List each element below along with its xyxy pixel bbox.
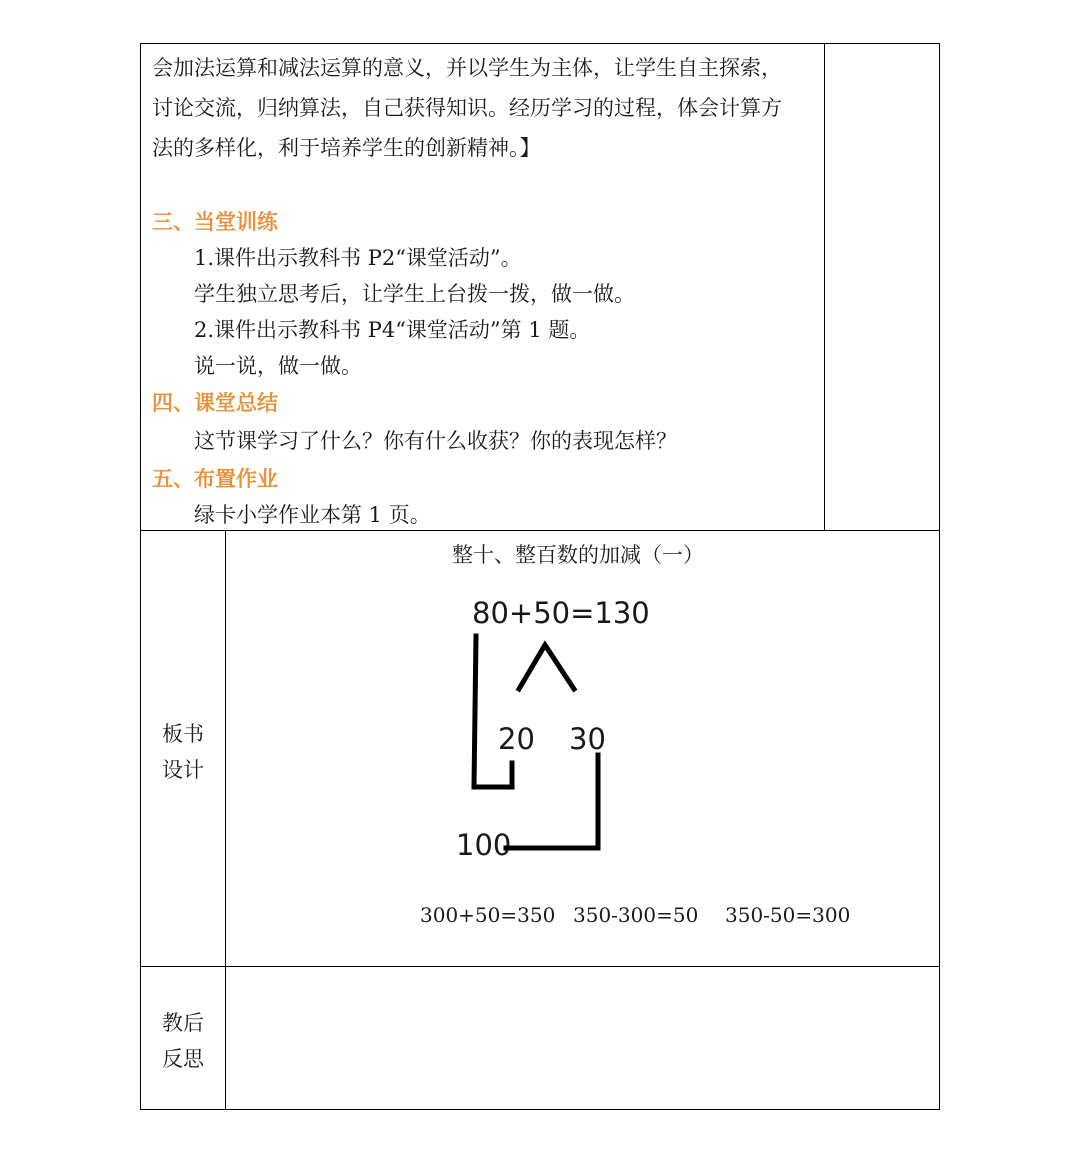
table-border-right	[939, 43, 940, 1110]
board-equation: 300+50=350	[420, 903, 556, 927]
right-connector	[506, 755, 598, 848]
practice-line: 学生独立思考后，让学生上台拨一拨，做一做。	[194, 282, 635, 306]
practice-line: 1.课件出示教科书 P2“课堂活动”。	[194, 246, 522, 270]
reflection-label	[141, 1005, 225, 1077]
table-border-bottom	[140, 1109, 940, 1110]
homework-line: 绿卡小学作业本第 1 页。	[194, 503, 431, 527]
board-equation: 350-50=300	[725, 903, 851, 927]
section-heading-summary: 四、课堂总结	[152, 391, 278, 415]
board-equation: 350-300=50	[573, 903, 699, 927]
diagram-result: 100	[456, 828, 512, 862]
diagram-part-left: 20	[498, 722, 535, 756]
board-label-line2: 设计	[162, 758, 204, 782]
row-divider-2	[140, 966, 940, 967]
summary-line: 这节课学习了什么？你有什么收获？你的表现怎样？	[194, 429, 677, 453]
section-heading-homework: 五、布置作业	[152, 467, 278, 491]
diagram-part-right: 30	[569, 722, 606, 756]
reflection-label-line1: 教后	[162, 1011, 204, 1035]
practice-line: 2.课件出示教科书 P4“课堂活动”第 1 题。	[194, 318, 591, 342]
table-border-left	[140, 43, 141, 1110]
section-heading-practice: 三、当堂训练	[152, 210, 278, 234]
reflection-content	[230, 972, 930, 1102]
left-connector	[474, 636, 512, 787]
label-column-divider	[225, 530, 226, 1110]
table-border-top	[140, 43, 940, 44]
board-design-label	[141, 716, 225, 788]
side-column-divider	[824, 43, 825, 531]
board-label-line1: 板书	[162, 722, 204, 746]
paragraph-line: 法的多样化，利于培养学生的创新精神。】	[152, 136, 541, 160]
paragraph-line: 会加法运算和减法运算的意义，并以学生为主体，让学生自主探索，	[152, 56, 782, 80]
board-title: 整十、整百数的加减（一）	[452, 543, 704, 567]
diagram-equation: 80+50=130	[472, 596, 650, 630]
row-divider-1	[140, 530, 940, 531]
split-branch-lines	[519, 645, 574, 689]
reflection-label-line2: 反思	[162, 1047, 204, 1071]
paragraph-line: 讨论交流，归纳算法，自己获得知识。经历学习的过程，体会计算方	[152, 96, 782, 120]
practice-line: 说一说，做一做。	[194, 354, 362, 378]
